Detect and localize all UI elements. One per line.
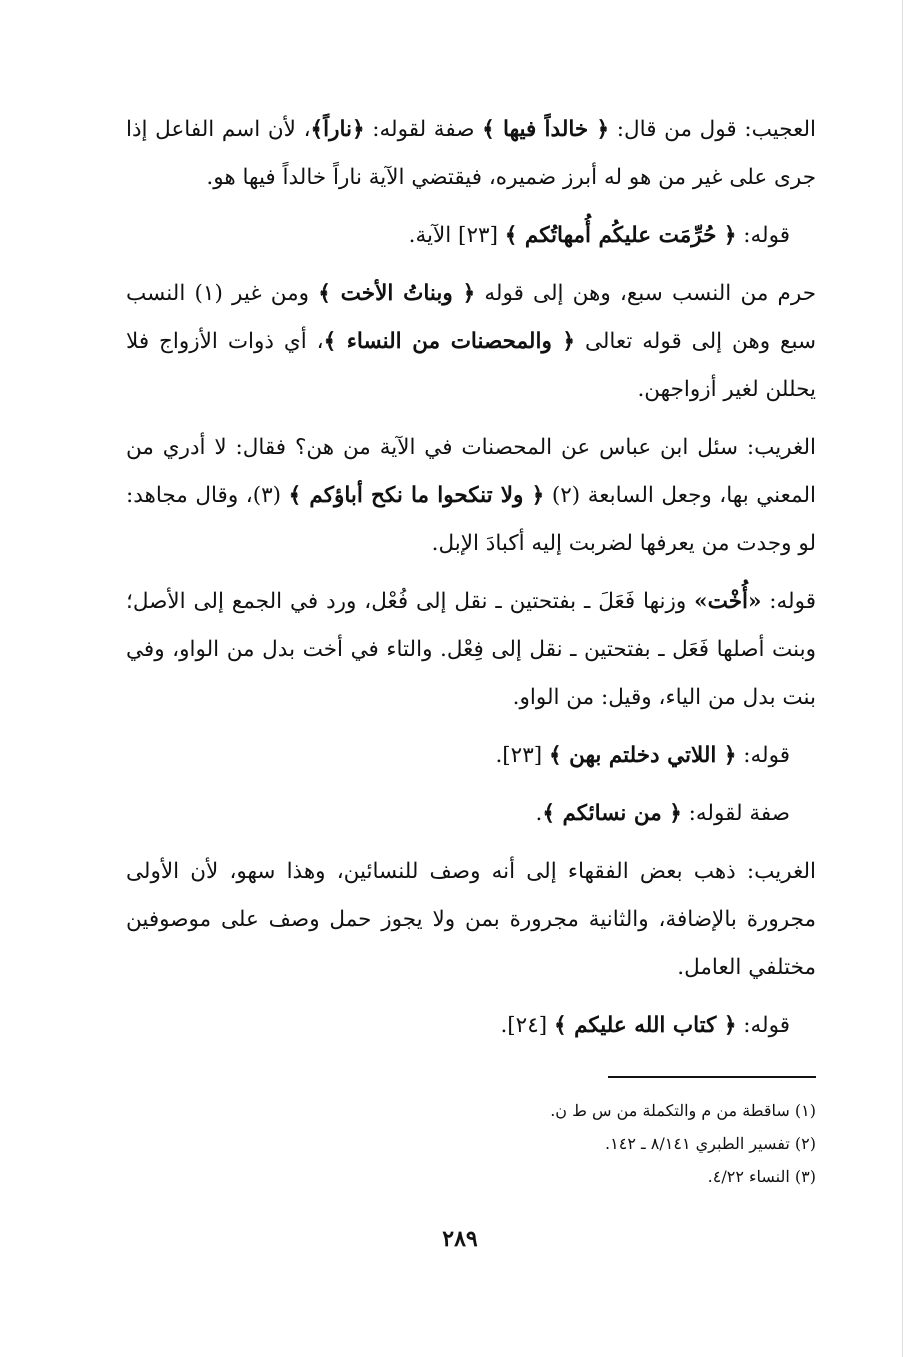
paragraph bbox=[126, 1002, 816, 1050]
text-run: الغريب: ذهب بعض الفقهاء إلى أنه وصف للنسائين، وهذا سهو، لأن الأولى مجرورة بالإضافة، والثانية مجرورة بمن ولا يجوز حمل وصف على موصوفين مختلفي العامل. bbox=[126, 859, 816, 980]
footnote-separator bbox=[608, 1076, 816, 1078]
text-run: ومن غير bbox=[222, 281, 319, 306]
text-run: ، وقال مجاهد: لو وجدت من يعرفها لضربت إليه أكبادَ الإبل. bbox=[126, 483, 816, 556]
quran-quote: «أُخْت» bbox=[694, 589, 762, 614]
paragraph bbox=[126, 848, 816, 992]
text-run: قوله: bbox=[761, 589, 816, 614]
paragraph bbox=[126, 212, 816, 260]
paragraph bbox=[126, 106, 816, 202]
text-run: [٢٤]. bbox=[500, 1013, 555, 1038]
text-run: ، أي ذوات الأزواج فلا يحللن لغير أزواجهن. bbox=[126, 329, 816, 402]
paragraph bbox=[126, 424, 816, 568]
text-run: [٢٣]. bbox=[495, 743, 550, 768]
text-run: حرم من النسب سبع، وهن إلى قوله bbox=[475, 281, 816, 306]
footnote-marker: (١) bbox=[194, 281, 223, 306]
text-run: [٢٣] الآية. bbox=[408, 223, 505, 248]
quran-quote: ﴿ من نسائكم ﴾ bbox=[542, 801, 682, 826]
paragraph bbox=[126, 732, 816, 780]
text-run: . bbox=[535, 801, 543, 826]
main-text bbox=[126, 106, 816, 1060]
text-run: الغريب: سئل ابن عباس عن المحصنات في الآية من هن؟ فقال: لا أدري من المعني بها، وجعل السابعة bbox=[126, 435, 816, 508]
footnote-2: (٢) تفسير الطبري ٨/١٤١ ـ ١٤٢. bbox=[605, 1134, 816, 1153]
page-edge-line bbox=[902, 0, 903, 1357]
text-run: قوله: bbox=[736, 743, 790, 768]
paragraph bbox=[126, 578, 816, 722]
quran-quote: ﴿ وبناتُ الأخت ﴾ bbox=[318, 281, 476, 306]
text-run: قوله: bbox=[736, 223, 790, 248]
quran-quote: ﴿ناراً﴾ bbox=[310, 117, 365, 142]
text-run bbox=[281, 483, 289, 508]
footnotes bbox=[126, 1094, 816, 1193]
text-run: صفة لقوله: bbox=[364, 117, 483, 142]
footnote-1: (١) ساقطة من م والتكملة من س ط ن. bbox=[550, 1101, 816, 1120]
page-number: ٢٨٩ bbox=[442, 1226, 478, 1252]
text-run: وزنها فَعَلَ ـ بفتحتين ـ نقل إلى فُعْل، ورد في الجمع إلى الأصل؛ وبنت أصلها فَعَل ـ بفتحتين ـ نقل إلى فِعْل. والتاء في أخت بدل من الواو، وفي بنت بدل من الياء، وقيل: من الواو. bbox=[126, 589, 816, 710]
text-run: العجيب: قول من قال: bbox=[609, 117, 816, 142]
quran-quote: ﴿ والمحصنات من النساء ﴾ bbox=[323, 329, 576, 354]
quran-quote: ﴿ حُرِّمَت عليكُم أُمهاتُكم ﴾ bbox=[504, 223, 737, 248]
footnote-marker: (٣) bbox=[252, 483, 282, 508]
footnote-marker: (٢) bbox=[551, 483, 581, 508]
quran-quote: ﴿ كتاب الله عليكم ﴾ bbox=[554, 1013, 737, 1038]
text-run: ، لأن اسم الفاعل إذا جرى على غير من هو له أبرز ضميره، فيقتضي الآية ناراً خالداً فيها هو. bbox=[126, 117, 816, 190]
paragraph bbox=[126, 790, 816, 838]
text-run: قوله: bbox=[736, 1013, 790, 1038]
text-run: صفة لقوله: bbox=[681, 801, 790, 826]
footnote-3: (٣) النساء ٤/٢٢. bbox=[707, 1167, 816, 1186]
quran-quote: ﴿ ولا تنكحوا ما نكح أباؤكم ﴾ bbox=[288, 483, 545, 508]
text-run: النسب سبع وهن إلى قوله تعالى bbox=[126, 281, 816, 354]
paragraph bbox=[126, 270, 816, 414]
quran-quote: ﴿ اللاتي دخلتم بهن ﴾ bbox=[549, 743, 737, 768]
text-run bbox=[544, 483, 552, 508]
quran-quote: ﴿ خالداً فيها ﴾ bbox=[482, 117, 610, 142]
